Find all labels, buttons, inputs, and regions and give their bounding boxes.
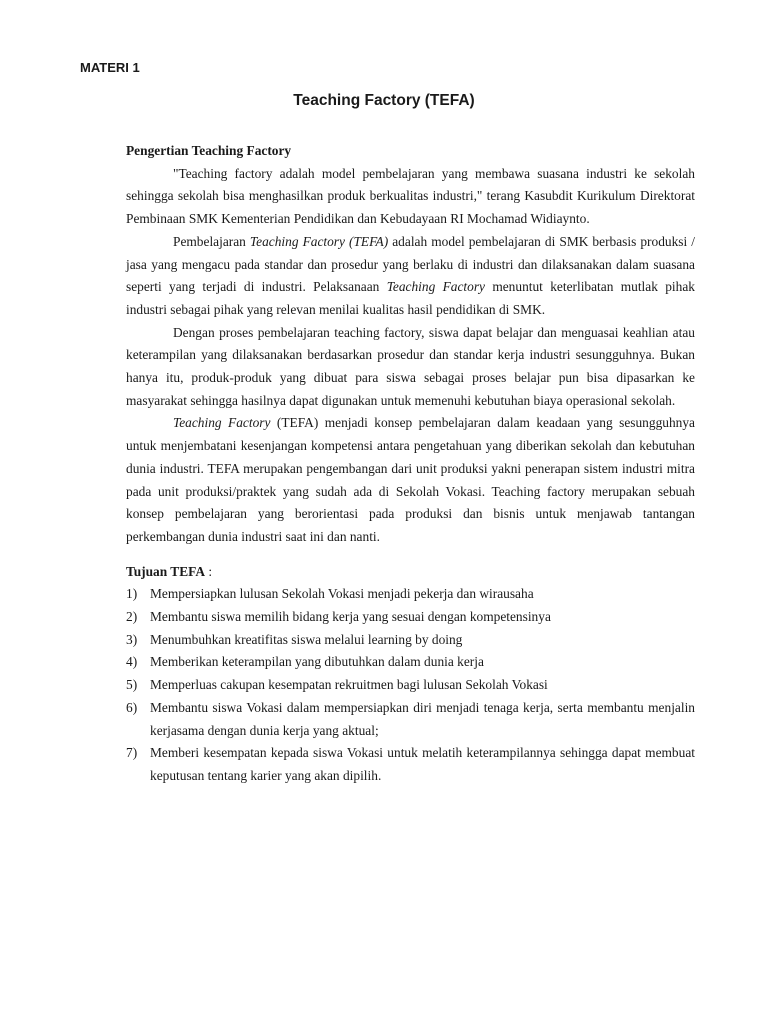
list-number: 4) (126, 654, 138, 670)
paragraph-text: (TEFA) menjadi konsep pembelajaran dalam keadaan yang sesungguhnya untuk menjembatani kesenjangan kompetensi antara pengetahuan yang diberikan sekolah dan kebutuhan dunia industri. TEFA merupakan pengembangan dari unit produksi yakni penerapan sistem industri mitra pada unit produksi/praktek yang sudah ada di Sekolah Vokasi. Teaching factory merupakan sebuah konsep pembelajaran yang berorientasi pada produksi dan bisnis untuk menjawab tantangan perkembangan dunia industri saat ini dan nanti. (126, 415, 695, 544)
emphasis-text: Teaching Factory (173, 415, 271, 431)
list-item-text: Membantu siswa memilih bidang kerja yang sesuai dengan kompetensinya (150, 609, 551, 625)
list-item (126, 629, 695, 652)
list-item-text: Mempersiapkan lulusan Sekolah Vokasi menjadi pekerja dan wirausaha (150, 586, 534, 602)
paragraph-1 (126, 163, 695, 231)
list-item (126, 697, 695, 742)
list-item-text: Memberikan keterampilan yang dibutuhkan dalam dunia kerja (150, 654, 484, 670)
tujuan-heading-suffix: : (205, 563, 213, 579)
list-number: 7) (126, 745, 138, 761)
tujuan-heading-label: Tujuan TEFA (126, 563, 206, 579)
paragraph-4 (126, 412, 695, 548)
emphasis-text: Teaching Factory (386, 279, 485, 295)
list-number: 5) (126, 677, 138, 693)
goals-list (126, 583, 695, 787)
header-label: MATERI 1 (80, 60, 140, 75)
paragraph-2 (126, 231, 695, 322)
paragraph-text: menuntut keterlibatan mutlak pihak industri sebagai pihak yang relevan menilai kualitas hasil pendidikan di SMK. (126, 279, 695, 317)
list-item-text: Menumbuhkan kreatifitas siswa melalui learning by doing (150, 631, 463, 647)
list-item (126, 651, 695, 674)
list-item (126, 606, 695, 629)
paragraph-text: adalah model pembelajaran di SMK berbasis produksi / jasa yang mengacu pada standar dan prosedur yang berlaku di industri dan dilaksanakan dalam suasana seperti yang terjadi di industri. Pelaksanaan (126, 233, 695, 295)
paragraph-text: "Teaching factory adalah model pembelajaran yang membawa suasana industri ke sekolah sehingga sekolah bisa menghasilkan produk berkualitas industri," terang Kasubdit Kurikulum Direktorat Pembinaan SMK Kementerian Pendidikan dan Kebudayaan RI Mochamad Widiaynto. (126, 165, 695, 227)
list-item-text: Membantu siswa Vokasi dalam mempersiapkan diri menjadi tenaga kerja, serta membantu menjalin kerjasama dengan dunia kerja yang aktual; (150, 699, 695, 738)
list-item-text: Memberi kesempatan kepada siswa Vokasi untuk melatih keterampilannya sehingga dapat membuat keputusan tentang karier yang akan dipilih. (150, 745, 695, 783)
list-item (126, 583, 695, 606)
paragraph-text: Dengan proses pembelajaran teaching factory, siswa dapat belajar dan menguasai keahlian atau keterampilan yang dilaksanakan berdasarkan prosedur dan standar kerja industri sesungguhnya. Bukan hanya itu, produk-produk yang dibuat para siswa sebagai proses belajar pun bisa dipasarkan ke masyarakat sehingga hasilnya dapat digunakan untuk memenuhi kebutuhan biaya operasional sekolah. (126, 324, 695, 408)
tujuan-heading (126, 561, 695, 584)
page-title: Teaching Factory (TEFA) (293, 92, 475, 109)
list-item (126, 674, 695, 697)
list-number: 1) (126, 586, 138, 602)
paragraph-3 (126, 322, 695, 413)
list-number: 6) (126, 699, 138, 715)
list-number: 2) (126, 609, 138, 625)
section-heading: Pengertian Teaching Factory (126, 143, 292, 158)
emphasis-text: Teaching Factory (TEFA) (249, 233, 389, 249)
list-item-text: Memperluas cakupan kesempatan rekruitmen bagi lulusan Sekolah Vokasi (150, 677, 548, 693)
section-spacer (126, 549, 695, 561)
paragraph-text: Pembelajaran (173, 233, 250, 249)
list-item (126, 742, 695, 787)
document-body (126, 140, 695, 788)
list-number: 3) (126, 631, 138, 647)
